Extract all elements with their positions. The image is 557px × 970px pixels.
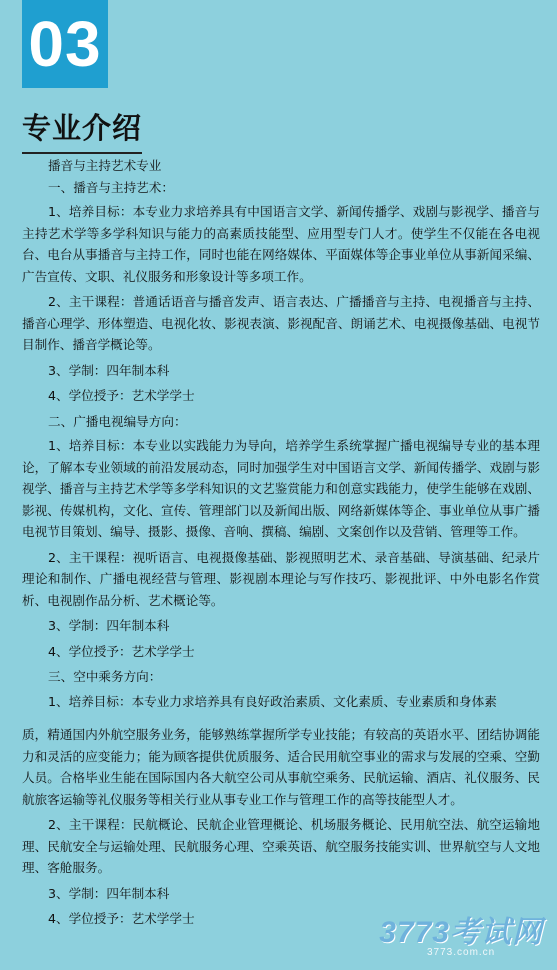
section-3-degree: 4、学位授予：艺术学学士: [48, 911, 195, 926]
watermark-url: 3773.com.cn: [426, 947, 496, 958]
section-number-badge: 03: [22, 0, 108, 88]
section-2-heading: 二、广播电视编导方向：: [48, 413, 187, 429]
section-1-duration: 3、学制：四年制本科: [48, 362, 170, 378]
section-3-goal-rest: 质，精通国内外航空服务业务，能够熟练掌握所学专业技能；有较高的英语水平、团结协调能力和灵活的应变能力；能为顾客提供优质服务、适合民用航空事业的需求与发展的空乘、空勤人员。合格毕业生能在国际国内各大航空公司从事航空乘务、民航运输、酒店、礼仪服务、民航旅客运输等礼仪服务等相关行业从事专业工作与管理工作的高等技能型人才。: [22, 727, 540, 807]
section-1-goal: 1、培养目标：本专业力求培养具有中国语言文学、新闻传播学、戏剧与影视学、播音与主持艺术学等多学科知识与能力的高素质技能型、应用型专门人才。使学生不仅能在各电视台、电台从事播音与主持工作，同时也能在网络媒体、平面媒体等企事业单位从事新闻采编、广告宣传、文职、礼仪服务和形象设计等多项工作。: [22, 204, 540, 284]
section-1-degree: 4、学位授予：艺术学学士: [48, 388, 195, 403]
content: [22, 155, 540, 930]
section-2-degree: 4、学位授予：艺术学学士: [48, 643, 195, 659]
section-title: 专业介绍: [22, 106, 142, 154]
section-3-goal-first-line: 1、培养目标：本专业力求培养具有良好政治素质、文化素质、专业素质和身体素: [48, 693, 497, 709]
section-3-courses: 2、主干课程：民航概论、民航企业管理概论、机场服务概论、民用航空法、航空运输地理、民航安全与运输处理、民航服务心理、空乘英语、航空服务技能实训、世界航空与人文地理、客舱服务。: [22, 817, 540, 875]
watermark-logo-text: 3773考试网: [379, 916, 543, 949]
section-2-courses: 2、主干课程：视听语言、电视摄像基础、影视照明艺术、录音基础、导演基础、纪录片理论和制作、广播电视经营与管理、影视剧本理论与写作技巧、影视批评、中外电影名作赏析、电视剧作品分析、艺术概论等。: [22, 549, 540, 608]
site-watermark: [379, 907, 543, 958]
section-3-duration: 3、学制：四年制本科: [48, 885, 170, 901]
section-1-courses: 2、主干课程：普通话语音与播音发声、语言表达、广播播音与主持、电视播音与主持、播音心理学、形体塑造、电视化妆、影视表演、影视配音、朗诵艺术、电视摄像基础、电视节目制作、播音学概论等。: [22, 294, 540, 352]
section-2-duration: 3、学制：四年制本科: [48, 618, 170, 633]
section-3-heading: 三、空中乘务方向：: [48, 669, 162, 684]
major-title: 播音与主持艺术专业: [48, 158, 162, 173]
section-2-goal: 1、培养目标：本专业以实践能力为导向，培养学生系统掌握广播电视编导专业的基本理论，了解本专业领域的前沿发展动态，同时加强学生对中国语言文学、新闻传播学、戏剧与影视学、播音与主持艺术学等多学科知识的文艺鉴赏能力和创意实践能力，使学生能够在戏剧、影视、传媒机构，文化、宣传、管理部门以及新闻出版、网络新媒体等企、事业单位从事广播电视节目策划、编导、摄影、摄像、音响、撰稿、编剧、文案创作以及营销、管理等工作。: [22, 438, 540, 539]
section-1-heading: 一、播音与主持艺术：: [48, 179, 174, 195]
